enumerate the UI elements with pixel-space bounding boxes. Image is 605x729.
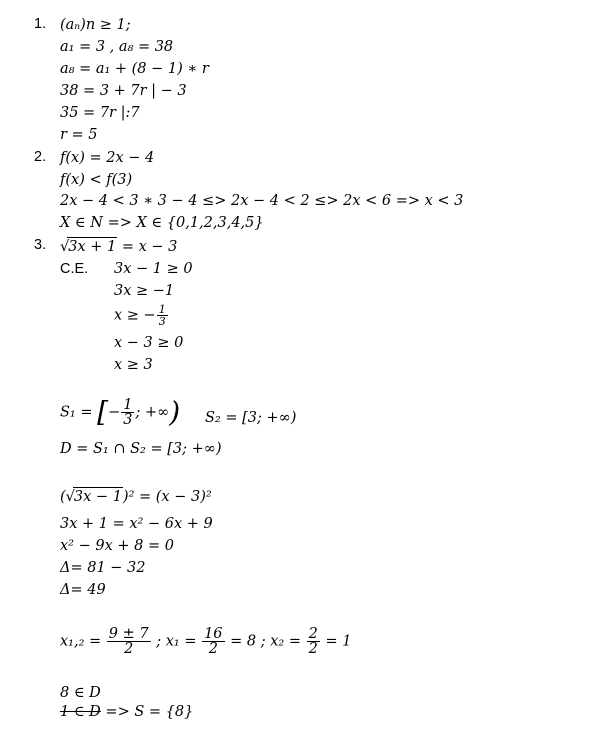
problem-1-number: 1. [34,16,47,32]
p1-line-6: r = 5 [60,127,98,143]
s1-fraction [121,398,134,427]
delta-line-1: Δ= 81 − 32 [60,560,146,576]
p2-line-1: f(x) = 2x − 4 [60,150,155,166]
p3-equation-rhs: = x − 3 [121,239,178,255]
squared-equation [60,487,212,506]
sq-radicand: 3x − 1 [73,489,122,505]
paren-close-squared: )² [122,489,135,505]
ce-line-2: 3x ≥ −1 [114,283,175,299]
p2-line-2: f(x) < f(3) [60,172,133,188]
s1-denominator: 3 [123,412,133,428]
problem-2-number: 2. [34,149,47,165]
x2-denominator: 2 [308,641,318,657]
problem-3-number: 3. [34,237,47,253]
x1-numerator: 16 [204,626,223,642]
final-line-2 [60,703,193,721]
ce3-denominator: 3 [158,315,166,328]
sq-rhs: = (x − 3)² [139,489,212,505]
x12-denominator: 2 [124,641,134,657]
x2-fraction [307,627,320,656]
s1-tail: ; +∞ [135,404,170,421]
roots-line [60,627,351,663]
expand-line-1: 3x + 1 = x² − 6x + 9 [60,516,213,532]
x1-fraction [202,627,224,656]
p2-line-3: 2x − 4 < 3 ∗ 3 − 4 ≤> 2x − 4 < 2 ≤> 2x < 6 => x < 3 [60,193,464,209]
s2-line: S₂ = [3; +∞) [205,410,297,426]
d-line: D = S₁ ∩ S₂ = [3; +∞) [60,441,222,457]
s1-open-bracket: [ [97,395,109,429]
s1-lhs: S₁ = [60,404,93,421]
x1-rhs: = 8 ; [230,633,266,650]
ce-label: C.E. [60,261,89,277]
x2-lhs: x₂ = [270,633,301,650]
s1-numerator: 1 [123,397,133,413]
sqrt-sign-2: √ [65,489,75,505]
x2-numerator: 2 [308,626,318,642]
p2-line-4: X ∈ N => X ∈ {0,1,2,3,4,5} [60,215,264,231]
final-line-1: 8 ∈ D [60,685,101,701]
x1-lhs: ; x₁ = [156,633,197,650]
x1-denominator: 2 [208,641,218,657]
final-result: => S = {8} [105,704,194,720]
struck-element: 1 ∈ D [60,704,101,720]
ce3-fraction [157,304,168,327]
s1-line [60,395,181,432]
s1-minus: − [108,404,121,421]
paren-open: ( [60,489,66,505]
x2-rhs: = 1 [325,633,352,650]
ce-line-1: 3x − 1 ≥ 0 [114,261,193,277]
ce-line-4: x − 3 ≥ 0 [114,335,184,351]
x12-numerator: 9 ± 7 [108,626,149,642]
ce-line-5: x ≥ 3 [114,357,153,373]
p1-line-3: a₈ = a₁ + (8 − 1) ∗ r [60,61,209,77]
p3-radicand: 3x + 1 [68,239,117,255]
delta-line-2: Δ= 49 [60,582,106,598]
expand-line-2: x² − 9x + 8 = 0 [60,538,174,554]
p1-line-2: a₁ = 3 , a₈ = 38 [60,39,174,55]
sqrt-sign: √ [60,239,70,255]
ce3-numerator: 1 [158,303,166,316]
x12-lhs: x₁,₂ = [60,633,102,650]
s1-close-paren: ) [169,395,181,429]
ce-line-3 [114,304,169,327]
p3-equation [60,237,177,256]
ce3-lhs: x ≥ − [114,307,156,324]
p1-line-1: (aₙ)n ≥ 1; [60,17,131,33]
p1-line-5: 35 = 7r |:7 [60,105,140,121]
x12-fraction [107,627,151,656]
p1-line-4: 38 = 3 + 7r | − 3 [60,83,187,99]
